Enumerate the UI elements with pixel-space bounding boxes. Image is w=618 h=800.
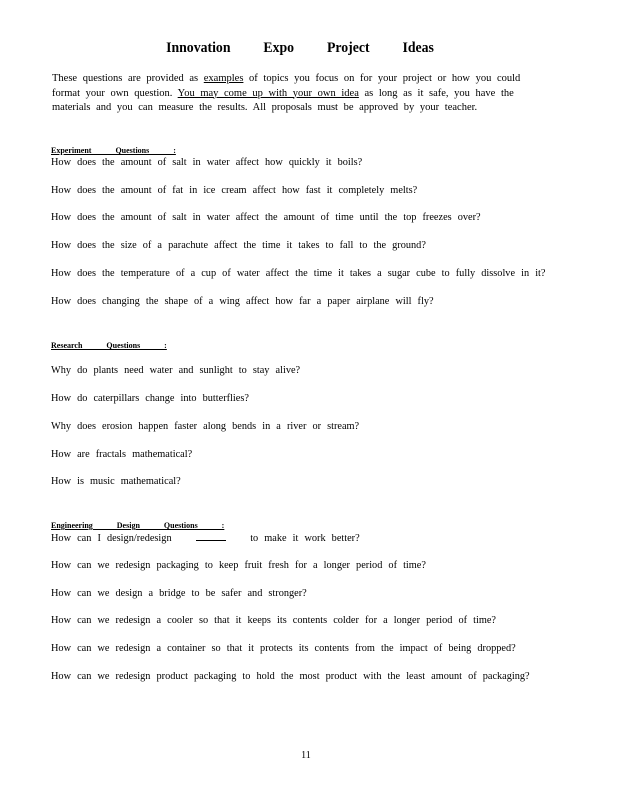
research-question-2: How do caterpillars change into butterflies? — [51, 393, 249, 404]
experiment-heading: Experiment Questions : — [51, 146, 176, 155]
fill-in-blank — [196, 532, 226, 541]
research-question-1: Why do plants need water and sunlight to stay alive? — [51, 365, 301, 376]
intro-text-1: These questions are provided as — [52, 73, 199, 84]
engineering-question-1 — [51, 532, 360, 544]
experiment-question-6: How does changing the shape of a wing affect how far a paper airplane will fly? — [51, 296, 434, 307]
engineering-question-5: How can we redesign a container so that it protects its contents from the impact of being dropped? — [51, 643, 516, 654]
experiment-question-3: How does the amount of salt in water affect the amount of time until the top freezes over? — [51, 212, 481, 223]
intro-text-2: of topics you focus on for your project or how you could format your own question. — [52, 73, 521, 99]
research-question-5: How is music mathematical? — [51, 476, 181, 487]
research-question-3: Why does erosion happen faster along bends in a river or stream? — [51, 421, 360, 432]
experiment-question-5: How does the temperature of a cup of water affect the time it takes a sugar cube to fully dissolve in it? — [51, 268, 546, 279]
experiment-question-2: How does the amount of fat in ice cream affect how fast it completely melts? — [51, 185, 418, 196]
engineering-question-1-end: to make it work better? — [250, 533, 360, 544]
engineering-question-3: How can we design a bridge to be safer and stronger? — [51, 588, 307, 599]
engineering-question-6: How can we redesign product packaging to hold the most product with the least amount of packaging? — [51, 671, 530, 682]
intro-paragraph — [52, 72, 552, 116]
engineering-question-2: How can we redesign packaging to keep fruit fresh for a longer period of time? — [51, 560, 426, 571]
page-title: Innovation Expo Project Ideas — [166, 40, 434, 56]
engineering-heading: Engineering Design Questions : — [51, 521, 225, 530]
intro-underlined: You may come up with your own idea — [177, 87, 359, 99]
engineering-question-4: How can we redesign a cooler so that it keeps its contents colder for a longer period of time? — [51, 615, 497, 626]
engineering-question-1-start: How can I design/redesign — [51, 533, 172, 544]
research-question-4: How are fractals mathematical? — [51, 449, 193, 460]
research-heading: Research Questions : — [51, 341, 167, 350]
experiment-question-1: How does the amount of salt in water affect how quickly it boils? — [51, 157, 363, 168]
page-number: 11 — [301, 750, 311, 761]
intro-text-3: as long as it safe, you have the materials and you can measure the results. All proposals must be approved by your teacher. — [52, 87, 514, 113]
experiment-question-4: How does the size of a parachute affect the time it takes to fall to the ground? — [51, 240, 426, 251]
intro-examples: examples — [203, 73, 244, 84]
